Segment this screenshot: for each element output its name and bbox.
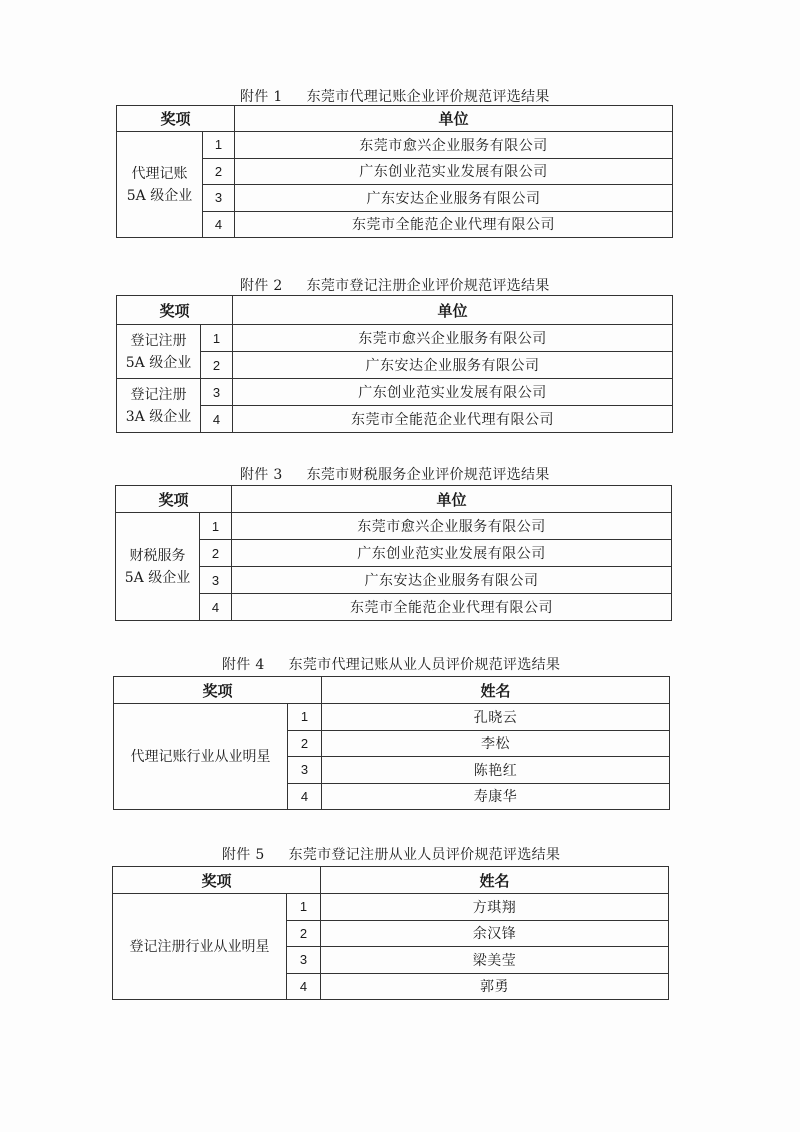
row-number: 1 <box>203 132 235 159</box>
unit-name: 余汉锋 <box>321 920 669 947</box>
row-number: 4 <box>287 973 321 1000</box>
unit-name: 方琪翔 <box>321 894 669 921</box>
table-row <box>117 406 673 433</box>
award-level-line: 3A 级企业 <box>125 408 192 425</box>
unit-name: 寿康华 <box>322 783 670 810</box>
table-header-row <box>116 486 672 513</box>
row-number: 2 <box>203 158 235 185</box>
annex-title: 东莞市代理记账企业评价规范评选结果 <box>306 89 550 105</box>
row-number: 4 <box>288 783 322 810</box>
unit-name: 广东创业范实业发展有限公司 <box>235 158 673 185</box>
award-category <box>114 704 288 810</box>
header-unit: 姓名 <box>321 867 669 894</box>
table-row <box>117 325 673 352</box>
table-row <box>116 567 672 594</box>
annex-caption <box>240 275 550 295</box>
header-unit: 单位 <box>235 106 673 132</box>
results-table <box>116 295 673 433</box>
table-row <box>117 132 673 159</box>
row-number: 1 <box>288 704 322 731</box>
table-row <box>117 352 673 379</box>
row-number: 2 <box>287 920 321 947</box>
annex-number: 附件 5 <box>222 847 265 863</box>
unit-name: 广东安达企业服务有限公司 <box>235 185 673 212</box>
header-unit: 姓名 <box>322 677 670 704</box>
award-category-line: 财税服务 <box>129 547 186 564</box>
unit-name: 郭勇 <box>321 973 669 1000</box>
unit-name: 陈艳红 <box>322 757 670 784</box>
unit-name: 广东创业范实业发展有限公司 <box>232 540 672 567</box>
award-category <box>117 379 201 433</box>
table-row <box>114 704 670 731</box>
header-award: 奖项 <box>116 486 232 513</box>
table-row <box>116 594 672 621</box>
annex-title: 东莞市财税服务企业评价规范评选结果 <box>306 467 550 483</box>
row-number: 1 <box>201 325 233 352</box>
annex-title: 东莞市登记注册企业评价规范评选结果 <box>306 278 550 294</box>
results-table <box>116 105 673 238</box>
unit-name: 广东创业范实业发展有限公司 <box>233 379 673 406</box>
annex-caption <box>222 654 560 674</box>
header-award: 奖项 <box>113 867 321 894</box>
annex-caption <box>240 464 550 484</box>
row-number: 4 <box>200 594 232 621</box>
award-category-line: 代理记账行业从业明星 <box>130 748 271 765</box>
unit-name: 孔晓云 <box>322 704 670 731</box>
award-category-line: 登记注册行业从业明星 <box>129 938 270 955</box>
annex-title: 东莞市登记注册从业人员评价规范评选结果 <box>288 847 561 863</box>
award-level-line: 5A 级企业 <box>125 354 192 371</box>
award-category <box>117 325 201 379</box>
award-category-line: 代理记账 <box>131 165 188 182</box>
row-number: 3 <box>287 947 321 974</box>
table-row <box>117 379 673 406</box>
header-unit: 单位 <box>232 486 672 513</box>
row-number: 3 <box>200 567 232 594</box>
annex-caption <box>222 844 560 864</box>
award-category <box>113 894 287 1000</box>
unit-name: 李松 <box>322 730 670 757</box>
unit-name: 梁美莹 <box>321 947 669 974</box>
annex-number: 附件 4 <box>222 657 265 673</box>
award-level-line: 5A 级企业 <box>126 187 193 204</box>
row-number: 4 <box>201 406 233 433</box>
row-number: 1 <box>200 513 232 540</box>
table-header-row <box>113 867 669 894</box>
award-category <box>116 513 200 621</box>
header-award: 奖项 <box>117 106 235 132</box>
unit-name: 东莞市愈兴企业服务有限公司 <box>232 513 672 540</box>
unit-name: 东莞市全能范企业代理有限公司 <box>233 406 673 433</box>
row-number: 4 <box>203 211 235 238</box>
unit-name: 广东安达企业服务有限公司 <box>233 352 673 379</box>
annex-number: 附件 3 <box>240 467 283 483</box>
award-level-line: 5A 级企业 <box>124 569 191 586</box>
row-number: 3 <box>201 379 233 406</box>
annex-number: 附件 1 <box>240 89 283 105</box>
results-table <box>112 866 669 1000</box>
row-number: 2 <box>288 730 322 757</box>
table-header-row <box>117 106 673 132</box>
results-table <box>115 485 672 621</box>
award-category-line: 登记注册 <box>130 386 187 403</box>
row-number: 3 <box>203 185 235 212</box>
annex-caption <box>240 86 550 106</box>
unit-name: 东莞市全能范企业代理有限公司 <box>232 594 672 621</box>
annex-title: 东莞市代理记账从业人员评价规范评选结果 <box>288 657 561 673</box>
annex-number: 附件 2 <box>240 278 283 294</box>
unit-name: 东莞市全能范企业代理有限公司 <box>235 211 673 238</box>
row-number: 2 <box>201 352 233 379</box>
header-unit: 单位 <box>233 296 673 325</box>
unit-name: 广东安达企业服务有限公司 <box>232 567 672 594</box>
table-row <box>116 513 672 540</box>
row-number: 3 <box>288 757 322 784</box>
row-number: 1 <box>287 894 321 921</box>
results-table <box>113 676 670 810</box>
unit-name: 东莞市愈兴企业服务有限公司 <box>235 132 673 159</box>
header-award: 奖项 <box>117 296 233 325</box>
table-row <box>113 894 669 921</box>
table-header-row <box>114 677 670 704</box>
row-number: 2 <box>200 540 232 567</box>
award-category <box>117 132 203 238</box>
table-row <box>116 540 672 567</box>
award-category-line: 登记注册 <box>130 332 187 349</box>
unit-name: 东莞市愈兴企业服务有限公司 <box>233 325 673 352</box>
table-header-row <box>117 296 673 325</box>
header-award: 奖项 <box>114 677 322 704</box>
